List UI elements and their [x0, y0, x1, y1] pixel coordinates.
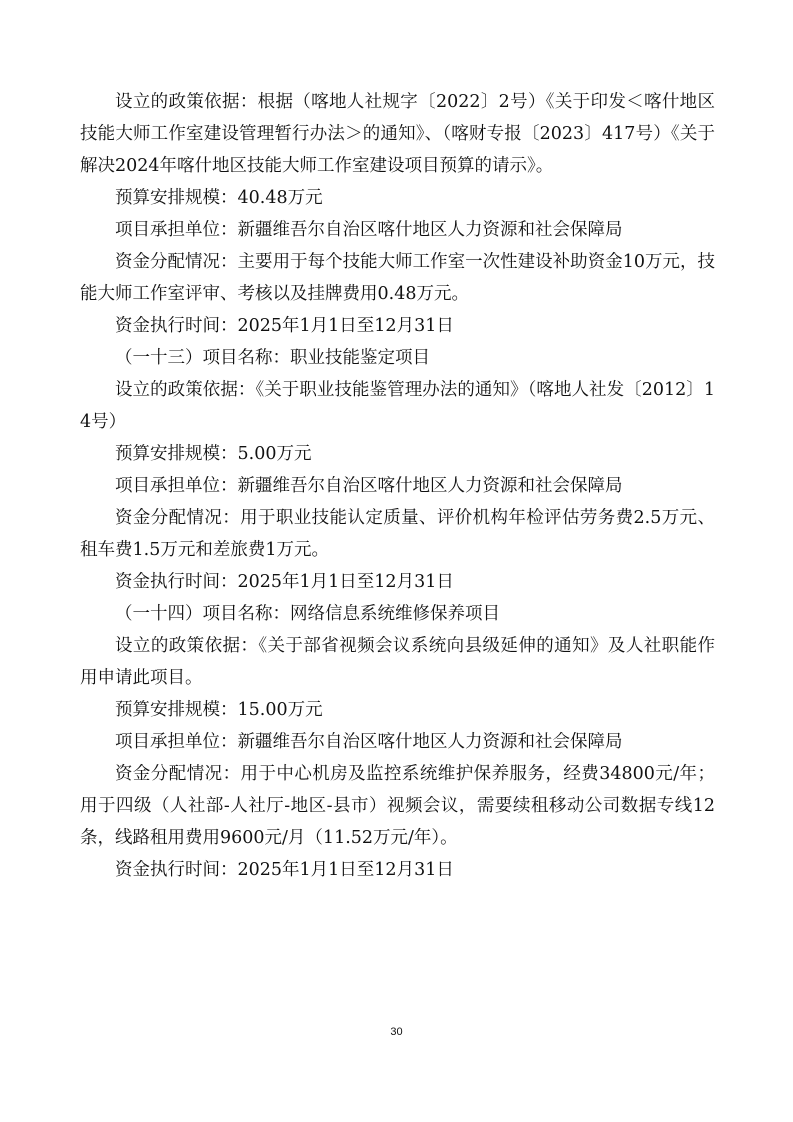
- paragraph-responsible-unit-13: 项目承担单位：新疆维吾尔自治区喀什地区人力资源和社会保障局: [115, 476, 623, 496]
- document-body: [80, 86, 715, 886]
- paragraph-fund-allocation-13: 资金分配情况：用于职业技能认定质量、评价机构年检评估劳务费2.5万元、租车费1.5万元和差旅费1万元。: [80, 508, 715, 560]
- paragraph-execution-time-14: 资金执行时间：2025年1月1日至12月31日: [115, 860, 454, 880]
- paragraph-budget-scale-12: 预算安排规模：40.48万元: [115, 188, 323, 208]
- section-heading-13: （一十三）项目名称：职业技能鉴定项目: [115, 348, 430, 368]
- paragraph-fund-allocation-12: 资金分配情况：主要用于每个技能大师工作室一次性建设补助资金10万元，技能大师工作室评审、考核以及挂牌费用0.48万元。: [80, 252, 715, 304]
- section-heading-14: （一十四）项目名称：网络信息系统维修保养项目: [115, 604, 500, 624]
- paragraph-execution-time-12: 资金执行时间：2025年1月1日至12月31日: [115, 316, 454, 336]
- paragraph-execution-time-13: 资金执行时间：2025年1月1日至12月31日: [115, 572, 454, 592]
- paragraph-responsible-unit-12: 项目承担单位：新疆维吾尔自治区喀什地区人力资源和社会保障局: [115, 220, 623, 240]
- paragraph-budget-scale-13: 预算安排规模：5.00万元: [115, 444, 312, 464]
- paragraph-policy-basis-12: 设立的政策依据：根据（喀地人社规字〔2022〕2号）《关于印发＜喀什地区技能大师工作室建设管理暂行办法＞的通知》、（喀财专报〔2023〕417号）《关于解决2024年喀什地区技能大师工作室建设项目预算的请示》。: [80, 92, 715, 176]
- paragraph-fund-allocation-14: 资金分配情况：用于中心机房及监控系统维护保养服务，经费34800元/年；用于四级（人社部-人社厅-地区-县市）视频会议，需要续租移动公司数据专线12条，线路租用费用9600元/月（11.52万元/年）。: [80, 764, 715, 848]
- paragraph-policy-basis-14: 设立的政策依据：《关于部省视频会议系统向县级延伸的通知》及人社职能作用申请此项目。: [80, 636, 715, 688]
- paragraph-budget-scale-14: 预算安排规模：15.00万元: [115, 700, 323, 720]
- page-number: 30: [390, 1026, 403, 1038]
- paragraph-policy-basis-13: 设立的政策依据：《关于职业技能鉴管理办法的通知》（喀地人社发〔2012〕14号）: [80, 380, 715, 432]
- paragraph-responsible-unit-14: 项目承担单位：新疆维吾尔自治区喀什地区人力资源和社会保障局: [115, 732, 623, 752]
